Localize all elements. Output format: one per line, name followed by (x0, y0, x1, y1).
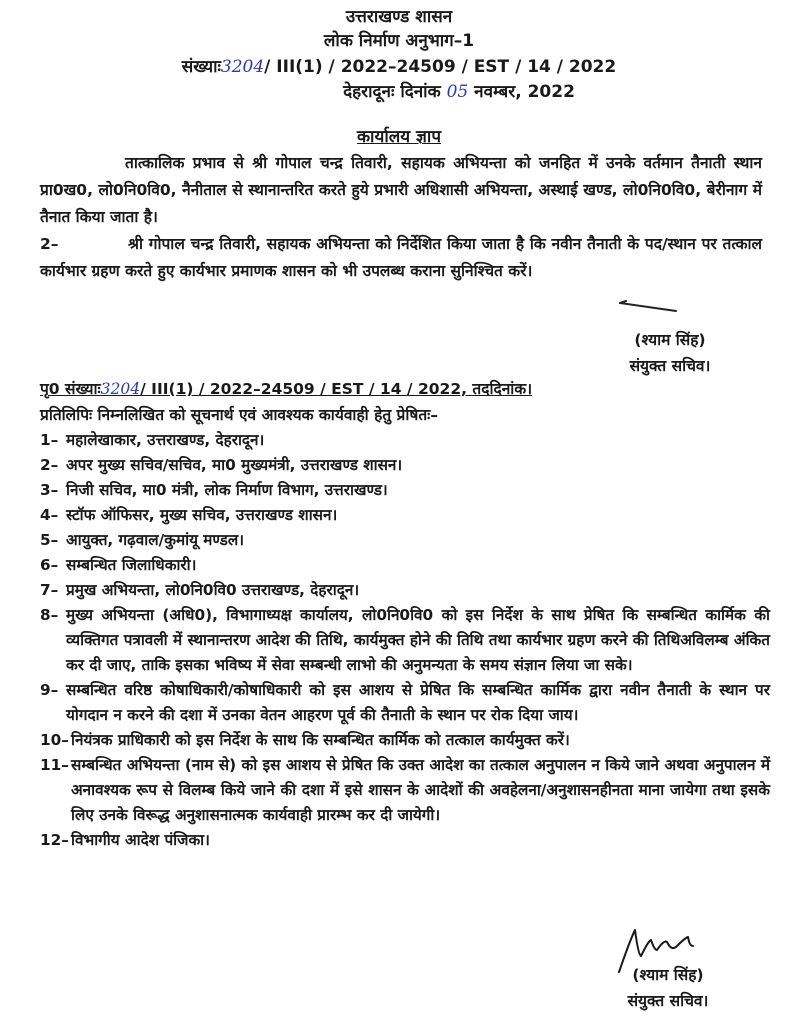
list-item: 6– सम्बन्धित जिलाधिकारी। (40, 556, 197, 574)
list-item: 2– अपर मुख्य सचिव/सचिव, मा0 मुख्यमंत्री, उत्तराखण्ड शासन। (40, 456, 403, 474)
document-title: कार्यालय ज्ञाप (357, 127, 441, 147)
paragraph-2-number: 2– (40, 235, 59, 253)
number-suffix: / III(1) / 2022–24509 / EST / 14 / 2022 (264, 57, 617, 77)
list-item: 8– मुख्य अभियन्ता (अधि0), विभागाध्यक्ष कार्यालय, लो0नि0वि0 को इस निर्देश के साथ प्रेषित कि सम्बन्धित कार्मिक की व्यक्तिगत पत्रावली में स्थानान्तरण आदेश की तिथि, कार्यमुक्त होने की तिथि तथा कार्यभार ग्रहण करने की तिथिअविलम्ब अंकित कर दी जाए, ताकि इसका भविष्य में सेवा सम्बन्धी लाभो की अनुमन्यता के समय संज्ञान लिया जा सके। (40, 606, 770, 674)
copy-forwarded-line: प्रतिलिपिः निम्नलिखित को सूचनार्थ एवं आवश्यक कार्यवाही हेतु प्रेषितः– (40, 406, 439, 424)
date-suffix: नवम्बर, 2022 (474, 82, 575, 102)
endorsement-number: पृ0 संख्याः3204/ III(1) / 2022–24509 / EST / 14 / 2022, तददिनांक। (40, 380, 533, 398)
list-item: 11– सम्बन्धित अभियन्ता (नाम से) को इस आशय से प्रेषित कि उक्त आदेश का तत्काल अनुपालन न किये जाने अथवा अनुपालन में अनावश्यक रूप से विलम्ब किये जाने की दशा में इसे शासन के आदेशों की अवहेलना/अनुशासनहीनता माना जायेगा तथा इसके लिए उनके विरूद्ध अनुशासनात्मक कार्यवाही प्रारम्भ कर दी जायेगी। (40, 756, 770, 824)
handwritten-date: 05 (446, 82, 469, 102)
list-item: 3– निजी सचिव, मा0 मंत्री, लोक निर्माण विभाग, उत्तराखण्ड। (40, 481, 388, 499)
list-item: 1– महालेखाकार, उत्तराखण्ड, देहरादून। (40, 431, 265, 449)
paragraph-2-text: श्री गोपाल चन्द्र तिवारी, सहायक अभियन्ता को निर्देशित किया जाता है कि नवीन तैनाती के पद/स्थान पर तत्काल कार्यभार ग्रहण करते हुए कार्यभार प्रमाणक शासन को भी उपलब्ध कराना सुनिश्चित करें। (40, 235, 762, 280)
signature-block-1 (600, 327, 740, 379)
signatory-name: (श्याम सिंह) (634, 331, 706, 349)
number-prefix: संख्याः (181, 57, 221, 77)
signatory-designation: संयुक्त सचिव। (627, 992, 709, 1010)
signature-mark-1 (618, 300, 680, 314)
government-heading: उत्तराखण्ड शासन (345, 7, 453, 27)
list-item: 4– स्टॉफ ऑफिसर, मुख्य सचिव, उत्तराखण्ड शासन। (40, 506, 338, 524)
list-item: 5– आयुक्त, गढ़वाल/कुमांयू मण्डल। (40, 531, 245, 549)
handwritten-endorsement-number: 3204 (100, 380, 141, 398)
paragraph-1: तात्कालिक प्रभाव से श्री गोपाल चन्द्र तिवारी, सहायक अभियन्ता को जनहित में उनके वर्तमान तैनाती स्थान प्रा0ख0, लो0नि0वि0, नैनीताल से स्थानान्तरित करते हुये प्रभारी अधिशासी अभियन्ता, अस्थाई खण्ड, लो0नि0वि0, बेरीनाग में तैनात किया जाता है। (40, 154, 762, 226)
handwritten-number: 3204 (220, 57, 265, 77)
list-item: 9– सम्बन्धित वरिष्ठ कोषाधिकारी/कोषाधिकारी को इस आशय से प्रेषित कि सम्बन्धित कार्मिक द्वारा नवीन तैनाती के स्थान पर योगदान न करने की दशा में उनका वेतन आहरण पूर्व की तैनाती के स्थान पर रोक दिया जाय। (40, 681, 770, 724)
recipients-list (40, 428, 770, 853)
list-item: 12– विभागीय आदेश पंजिका। (40, 831, 210, 849)
list-item: 7– प्रमुख अभियन्ता, लो0नि0वि0 उत्तराखण्ड, देहरादून। (40, 581, 360, 599)
signatory-name: (श्याम सिंह) (632, 966, 704, 984)
list-item: 10– नियंत्रक प्राधिकारी को इस निर्देश के साथ कि सम्बन्धित कार्मिक को तत्काल कार्यमुक्त करें। (40, 731, 570, 749)
section-heading: लोक निर्माण अनुभाग–1 (323, 31, 475, 51)
signatory-designation: संयुक्त सचिव। (629, 357, 711, 375)
date-prefix: देहरादूनः दिनांक (343, 82, 441, 102)
date-line (60, 79, 798, 102)
reference-number (0, 54, 798, 77)
paragraph-2 (40, 231, 762, 285)
signature-block-2 (598, 962, 738, 1014)
